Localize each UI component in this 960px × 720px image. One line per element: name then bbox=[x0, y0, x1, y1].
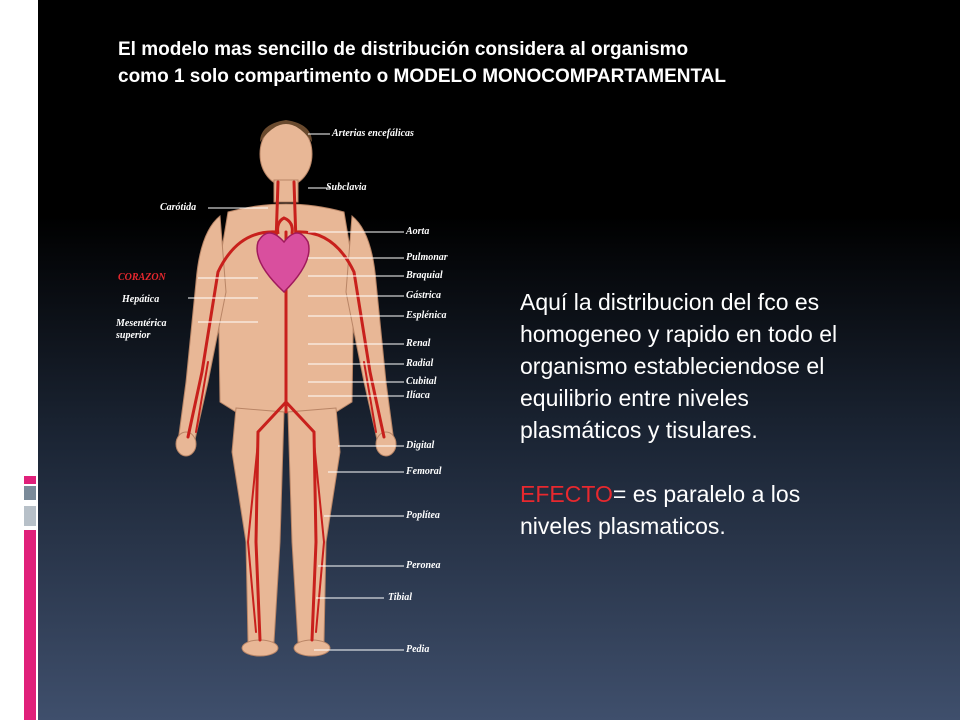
side-accent-bars bbox=[22, 0, 38, 720]
human-body-illustration bbox=[108, 112, 488, 672]
slide-title bbox=[118, 36, 898, 90]
label-digital: Digital bbox=[406, 440, 435, 451]
label-poplitea: Poplítea bbox=[406, 510, 440, 521]
side-bar-grey-1 bbox=[24, 486, 36, 500]
effect-line-1 bbox=[520, 478, 920, 510]
paragraph-gap bbox=[520, 446, 920, 478]
label-tibial: Tibial bbox=[388, 592, 413, 603]
label-iliaca: Ilíaca bbox=[406, 390, 430, 401]
label-femoral: Femoral bbox=[406, 466, 442, 477]
label-mesenterica: Mesentérica bbox=[116, 318, 167, 329]
side-bar-pink-long bbox=[24, 530, 36, 720]
paragraph-line-3: organismo estableciendose el bbox=[520, 353, 825, 379]
label-pedia: Pedia bbox=[406, 644, 430, 655]
label-radial: Radial bbox=[406, 358, 434, 369]
title-line-1: El modelo mas sencillo de distribución considera al organismo bbox=[118, 39, 689, 60]
title-line-2: como 1 solo compartimento o MODELO MONOCOMPARTAMENTAL bbox=[118, 66, 726, 87]
circulatory-system-figure bbox=[108, 112, 488, 672]
paragraph-line-5: plasmáticos y tisulares. bbox=[520, 417, 758, 443]
label-renal: Renal bbox=[406, 338, 431, 349]
label-braquial: Braquial bbox=[406, 270, 443, 281]
effect-text: = es paralelo a los bbox=[612, 481, 801, 507]
label-gastrica: Gástrica bbox=[406, 290, 441, 301]
label-peronea: Peronea bbox=[406, 560, 441, 571]
label-aorta: Aorta bbox=[406, 226, 430, 237]
label-cubital: Cubital bbox=[406, 376, 437, 387]
label-corazon: CORAZON bbox=[118, 272, 166, 283]
label-hepatica: Hepática bbox=[122, 294, 160, 305]
label-subclavia: Subclavia bbox=[326, 182, 367, 193]
label-pulmonar: Pulmonar bbox=[406, 252, 448, 263]
label-superior: superior bbox=[116, 330, 151, 341]
paragraph-line-4: equilibrio entre niveles bbox=[520, 385, 749, 411]
label-arterias-encefalicas: Arterias encefálicas bbox=[332, 128, 414, 139]
paragraph-line-2: homogeneo y rapido en todo el bbox=[520, 321, 838, 347]
side-bar-grey-2 bbox=[24, 506, 36, 526]
effect-line-2: niveles plasmaticos. bbox=[520, 513, 726, 539]
effect-keyword: EFECTO bbox=[520, 481, 613, 507]
label-esplenica: Esplénica bbox=[406, 310, 447, 321]
label-carotida: Carótida bbox=[160, 202, 197, 213]
paragraph-line-1: Aquí la distribucion del fco es bbox=[520, 289, 820, 315]
slide-body-text bbox=[520, 286, 920, 542]
side-bar-pink-small bbox=[24, 476, 36, 484]
